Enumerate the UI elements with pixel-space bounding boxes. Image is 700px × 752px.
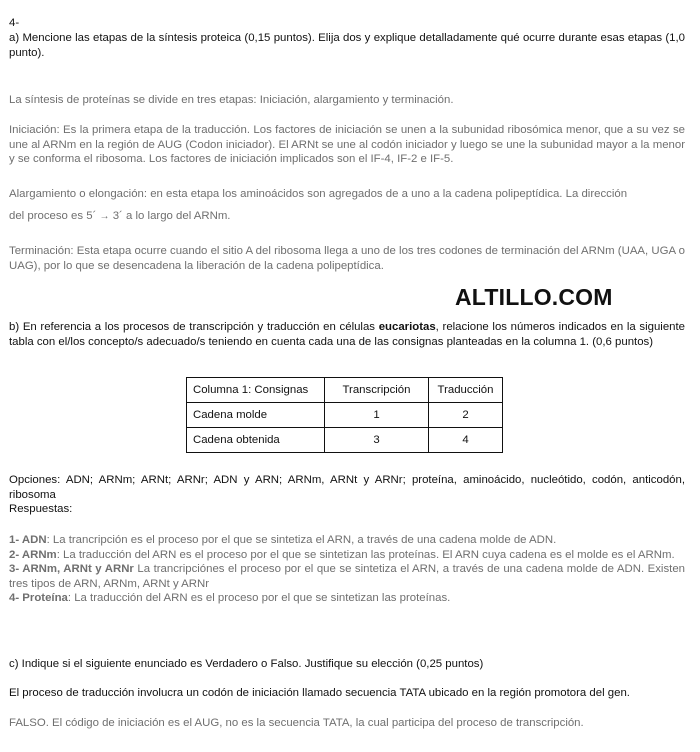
part-b-prompt <box>9 320 685 349</box>
respuesta-label: 2- ARNm <box>9 548 57 561</box>
part-b-prompt-bold: eucariotas <box>378 321 436 333</box>
respuesta-text: : La traducción del ARN es el proceso por el que se sintetizan las proteínas. <box>67 592 451 605</box>
arrow-right-icon: → <box>99 211 110 222</box>
respuesta-item <box>9 533 685 548</box>
part-a-iniciacion: Iniciación: Es la primera etapa de la traducción. Los factores de iniciación se unen a la subunidad ribosómica menor, que a su vez se une al ARNm en la región de AUG (Codon iniciador). El ARNt se une al codón iniciador y luego se une la subunidad mayor a la menor y se conforma el ribosoma. Los factores de iniciación implicados son el IF-4, IF-2 e IF-5. <box>9 124 685 166</box>
table-cell: 3 <box>325 428 429 453</box>
consignas-table <box>186 377 503 453</box>
table-cell: 2 <box>429 403 503 428</box>
table-cell: Cadena molde <box>187 403 325 428</box>
alargamiento-text-post: 3´ a lo largo del ARNm. <box>109 210 231 222</box>
respuesta-label: 1- ADN <box>9 534 47 546</box>
table-row <box>187 428 503 453</box>
part-c-prompt: c) Indique si el siguiente enunciado es Verdadero o Falso. Justifique su elección (0,25 puntos) <box>9 658 484 670</box>
respuesta-text: La trancripciónes el proceso por el que se sintetiza el ARN, a través de una cadena molde de ADN. Existen tres tipos de ARN, ARNm, ARNt y ARNr <box>9 563 685 590</box>
part-a-alargamiento-line1: Alargamiento o elongación: en esta etapa los aminoácidos son agregados de a uno a la cadena polipeptídica. La dirección <box>9 188 628 200</box>
respuesta-text: : La trancripción es el proceso por el que se sintetiza el ARN, a través de una cadena molde de ADN. <box>46 534 557 546</box>
table-cell: Cadena obtenida <box>187 428 325 453</box>
respuesta-label: 3- ARNm, ARNt y ARNr <box>9 563 134 576</box>
part-c-answer: FALSO. El código de iniciación es el AUG, no es la secuencia TATA, la cual participa del proceso de transcripción. <box>9 717 584 729</box>
part-a-intro: La síntesis de proteínas se divide en tres etapas: Iniciación, alargamiento y terminación. <box>9 94 454 106</box>
respuesta-text: : La traducción del ARN es el proceso por el que se sintetizan las proteínas. El ARN cuya cadena es el molde es el ARNm. <box>56 548 675 561</box>
table-header-cell: Traducción <box>429 378 503 403</box>
question-number: 4- <box>9 17 20 29</box>
respuesta-item <box>9 548 685 563</box>
brand-watermark: ALTILLO.COM <box>455 284 613 310</box>
table-header-row <box>187 378 503 403</box>
respuesta-item <box>9 591 685 606</box>
part-b-respuestas-label: Respuestas: <box>9 503 73 515</box>
table-header-cell: Transcripción <box>325 378 429 403</box>
alargamiento-text-pre: del proceso es 5´ <box>9 210 100 222</box>
part-b-opciones: Opciones: ADN; ARNm; ARNt; ARNr; ADN y ARN; ARNm, ARNt y ARNr; proteína, aminoácido, nucleótido, codón, anticodón, ribosoma <box>9 474 685 501</box>
respuesta-list <box>9 533 685 606</box>
table-cell: 4 <box>429 428 503 453</box>
part-c-statement: El proceso de traducción involucra un codón de iniciación llamado secuencia TATA ubicado en la región promotora del gen. <box>9 687 630 699</box>
part-b-prompt-pre: b) En referencia a los procesos de transcripción y traducción en células <box>9 321 379 333</box>
respuesta-item <box>9 562 685 591</box>
respuesta-label: 4- Proteína <box>9 592 68 605</box>
table-cell: 1 <box>325 403 429 428</box>
part-a-alargamiento-line2 <box>9 209 685 225</box>
table-header-cell: Columna 1: Consignas <box>187 378 325 403</box>
part-a-prompt: a) Mencione las etapas de la síntesis proteica (0,15 puntos). Elija dos y explique detalladamente qué ocurre durante esas etapas (1,0 punto). <box>9 32 685 59</box>
part-b-prompt-post: , relacione los números indicados en la siguiente tabla con el/los concepto/s adecuado/s teniendo en cuenta cada una de las consignas planteadas en la columna 1. (0,6 puntos) <box>9 321 685 348</box>
part-a-terminacion: Terminación: Esta etapa ocurre cuando el sitio A del ribosoma llega a uno de los tres codones de terminación del ARNm (UAA, UGA o UAG), por lo que se desencadena la liberación de la cadena polipeptídica. <box>9 245 685 272</box>
table-row <box>187 403 503 428</box>
